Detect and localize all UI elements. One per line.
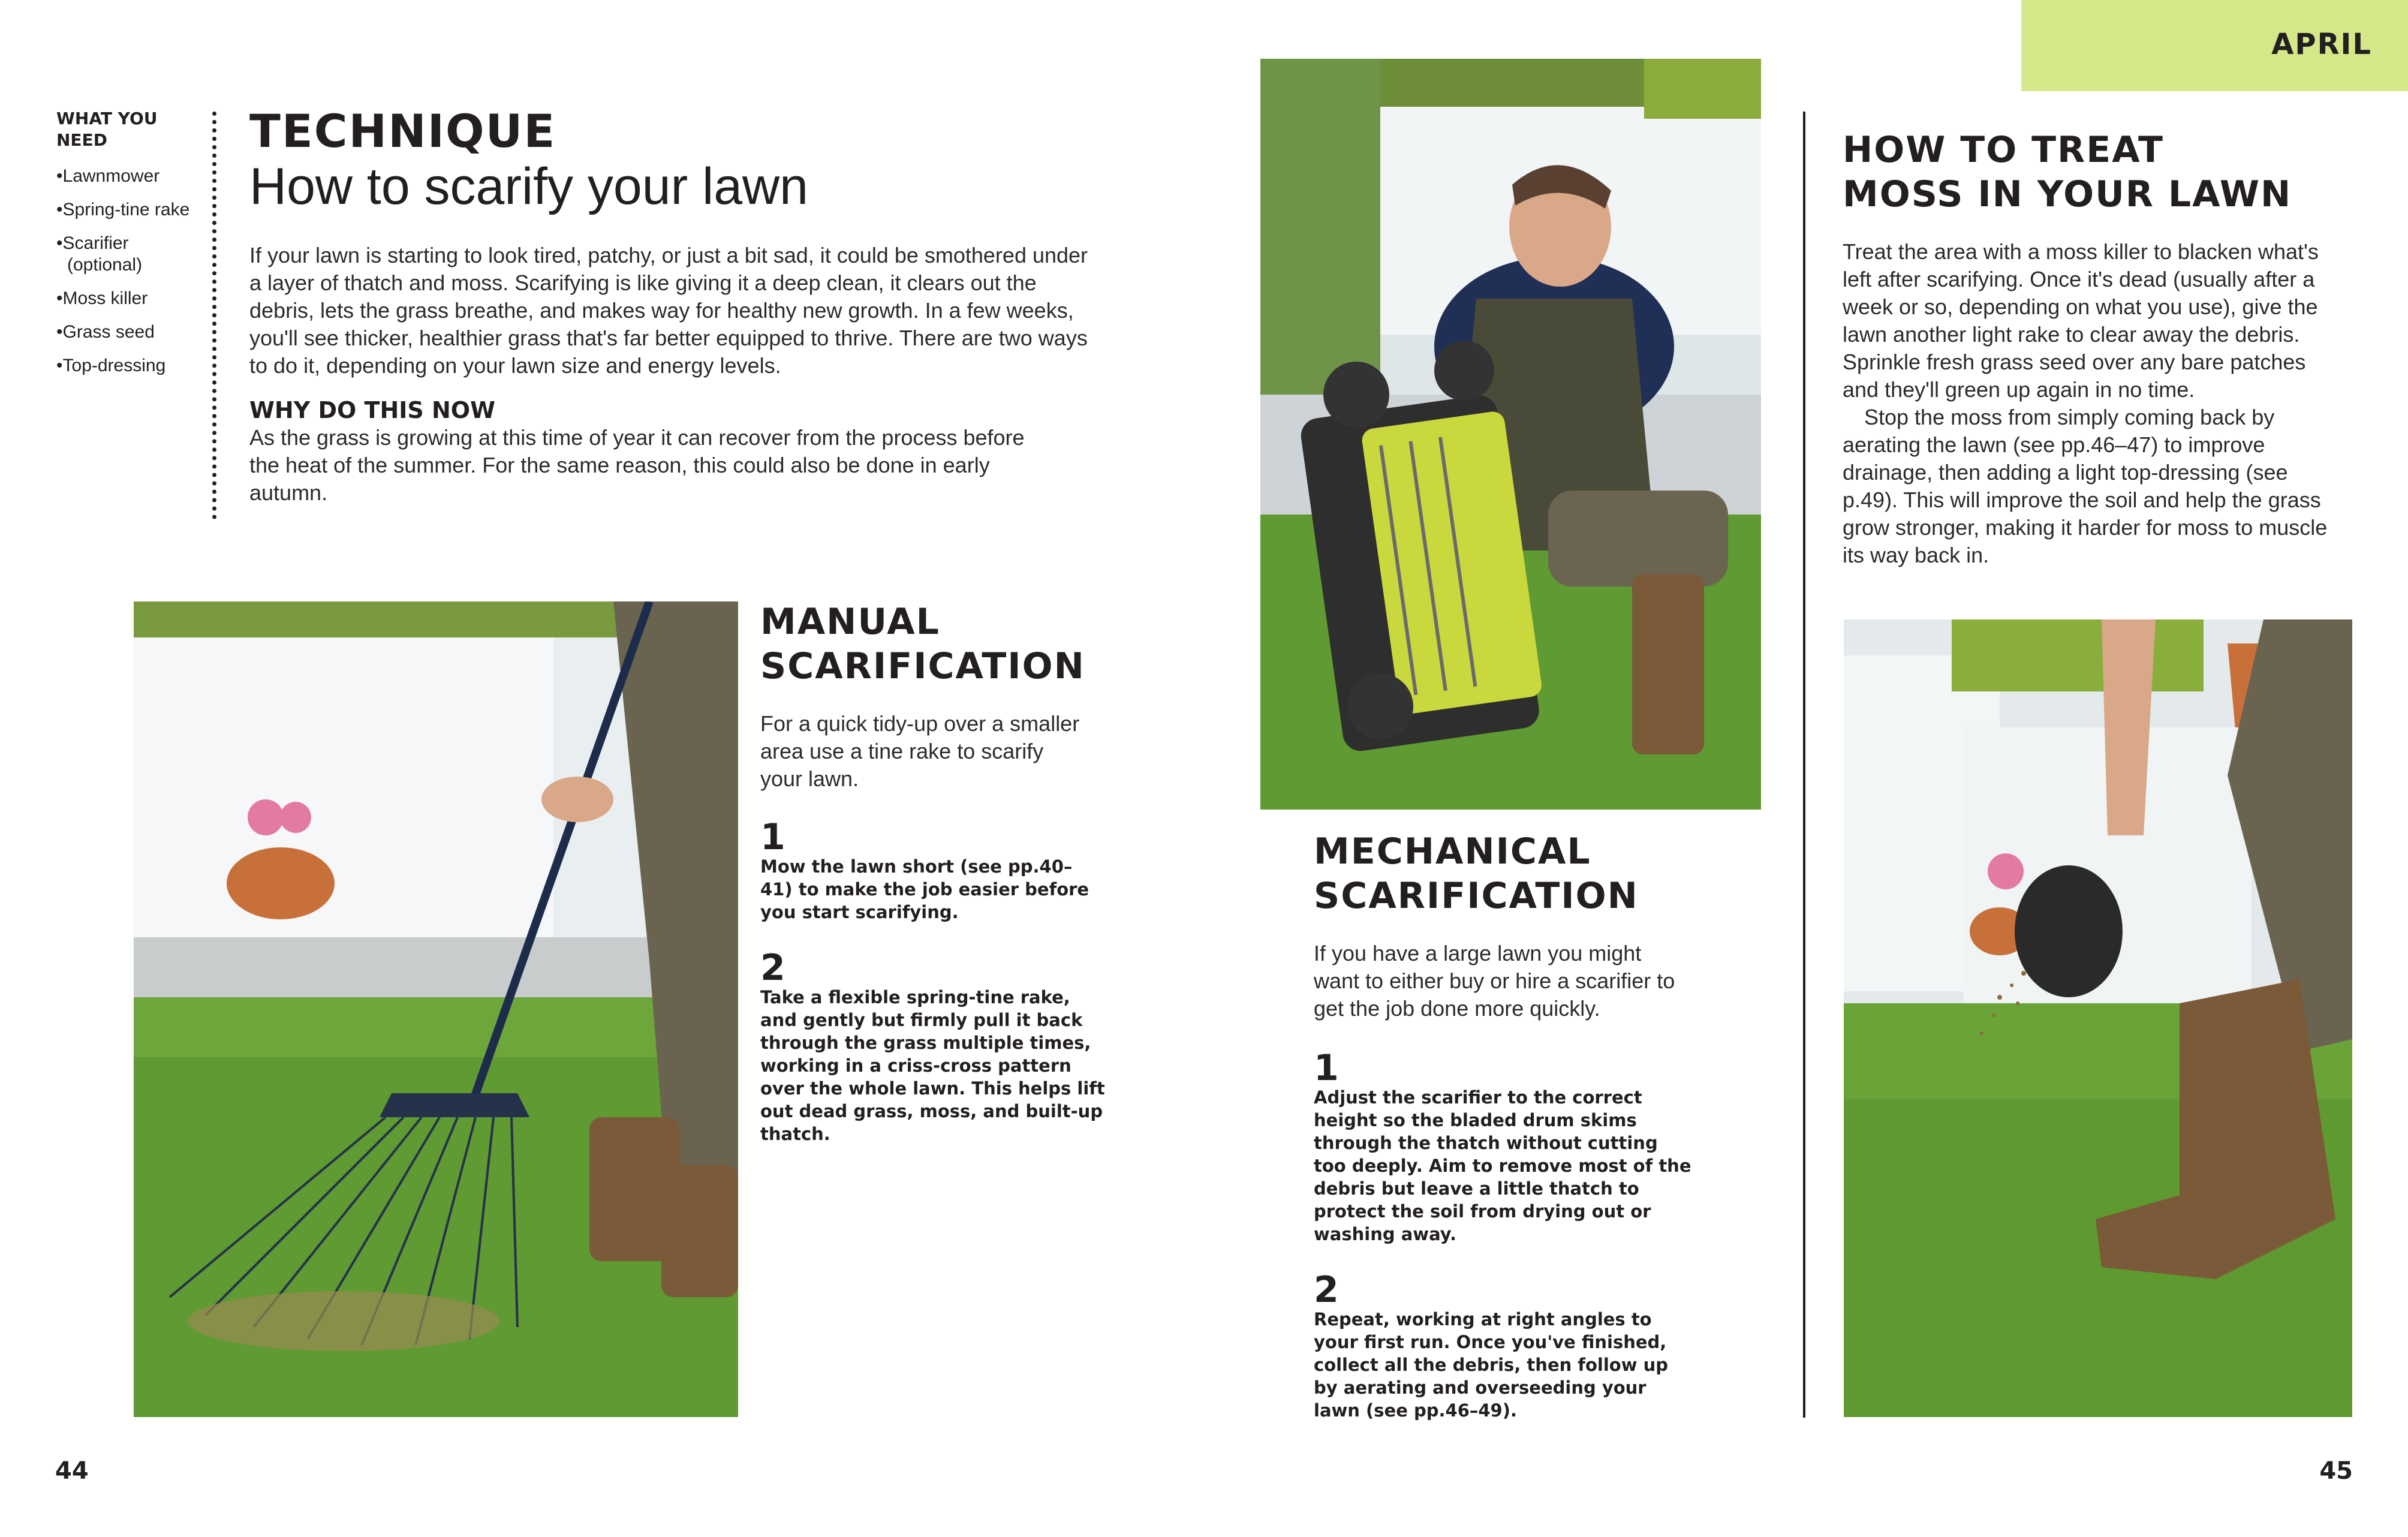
moss-heading-line1: HOW TO TREAT	[1843, 129, 2164, 171]
manual-intro: For a quick tidy-up over a smaller area use a tine rake to scarify your lawn.	[760, 711, 1080, 791]
mechanical-step-number: 2	[1314, 1269, 1339, 1311]
moss-paragraph-1: Treat the area with a moss killer to blacken what's left after scarifying. Once it's dead (usually after a week or so, depending on what you use), give the lawn another light rake to clear away the debris. Sprinkle fresh grass seed over any bare patches and they'll green up again in no time.	[1843, 239, 2319, 402]
what-you-need-panel	[56, 108, 191, 389]
page-number-left: 44	[55, 1457, 89, 1485]
why-heading: WHY DO THIS NOW	[249, 397, 496, 423]
list-item: • Grass seed	[56, 321, 191, 343]
why-paragraph: As the grass is growing at this time of year it can recover from the process before the heat of the summer. For the same reason, this could also be done in early autumn.	[249, 425, 1025, 505]
manual-heading-line1: MANUAL	[760, 601, 940, 643]
mechanical-section	[1314, 829, 1697, 1422]
list-item: • Scarifier (optional)	[56, 233, 191, 276]
moss-section	[1843, 128, 2346, 569]
list-item: • Lawnmower	[56, 166, 191, 187]
mechanical-intro: If you have a large lawn you might want to either buy or hire a scarifier to get the job done more quickly.	[1314, 941, 1675, 1021]
manual-heading-line2: SCARIFICATION	[760, 645, 1085, 687]
column-rule	[1803, 112, 1805, 1418]
raking-photo	[134, 601, 738, 1417]
moss-heading-line2: MOSS IN YOUR LAWN	[1843, 173, 2292, 215]
dotted-divider	[212, 112, 216, 519]
list-item: • Moss killer	[56, 288, 191, 309]
mechanical-heading-line2: SCARIFICATION	[1314, 875, 1639, 917]
manual-step-number: 1	[760, 816, 785, 858]
mechanical-step-text: Repeat, working at right angles to your first run. Once you've finished, collect all the debris, then follow up by aerating and overseeding your lawn (see pp.46–49).	[1314, 1309, 1668, 1421]
manual-step-text: Mow the lawn short (see pp.40–41) to make the job easier before you start scarifying.	[760, 856, 1089, 922]
mechanical-step-text: Adjust the scarifier to the correct height so the bladed drum skims through the thatch without cutting too deeply. Aim to remove most of the debris but leave a little thatch to protect the soil from drying out or washing away.	[1314, 1087, 1691, 1244]
page-title: How to scarify your lawn	[249, 158, 808, 215]
month-tab	[2021, 0, 2408, 91]
month-tab-label: APRIL	[2271, 28, 2372, 61]
mechanical-step-number: 1	[1314, 1047, 1339, 1089]
technique-section	[249, 105, 1101, 507]
list-item: • Spring-tine rake	[56, 199, 191, 221]
seed-sowing-photo	[1844, 619, 2352, 1417]
list-item: • Top-dressing	[56, 355, 191, 377]
technique-kicker: TECHNIQUE	[249, 104, 556, 158]
moss-paragraph-2: Stop the moss from simply coming back by aerating the lawn (see pp.46–47) to improve drainage, then adding a light top-dressing (see p.49). This will improve the soil and help the grass grow stronger, making it harder for moss to muscle its way back in.	[1843, 405, 2328, 567]
mechanical-heading-line1: MECHANICAL	[1314, 831, 1591, 873]
scarifier-photo	[1260, 59, 1761, 810]
page-number-right: 45	[2319, 1457, 2353, 1485]
intro-paragraph: If your lawn is starting to look tired, patchy, or just a bit sad, it could be smothered under a layer of thatch and moss. Scarifying is like giving it a deep clean, it clears out the debris, lets the grass breathe, and makes way for healthy new growth. In a few weeks, you'll see thicker, healthier grass that's far better equipped to thrive. There are two ways to do it, depending on your lawn size and energy levels.	[249, 243, 1088, 378]
what-you-need-list	[56, 166, 191, 377]
manual-step-text: Take a flexible spring-tine rake, and gently but firmly pull it back through the grass multiple times, working in a criss-cross pattern over the whole lawn. This helps lift out dead grass, moss, and built-up thatch.	[760, 987, 1105, 1144]
manual-section	[760, 600, 1108, 1145]
what-you-need-heading: WHAT YOU NEED	[56, 109, 158, 150]
manual-step-number: 2	[760, 947, 785, 989]
